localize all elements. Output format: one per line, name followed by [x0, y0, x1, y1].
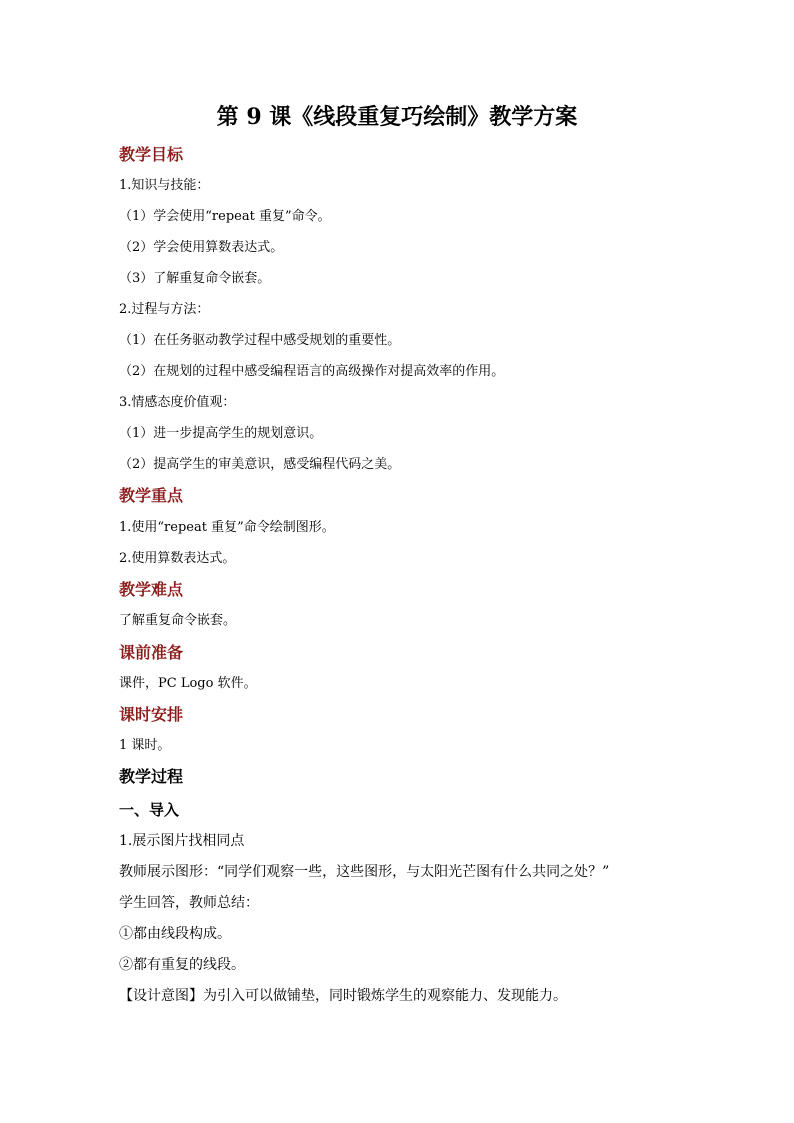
difficulty-1: 了解重复命令嵌套。: [119, 613, 237, 628]
goal-knowledge-3: （3）了解重复命令嵌套。: [119, 271, 271, 286]
prep-1: 课件，PC Logo 软件。: [119, 676, 257, 691]
goal-attitude-1: （1）进一步提高学生的规划意识。: [119, 426, 323, 441]
process-design-intent: 【设计意图】为引入可以做铺垫，同时锻炼学生的观察能力、发现能力。: [119, 988, 567, 1004]
keypoint-1: 1.使用“repeat 重复”命令绘制图形。: [119, 520, 335, 535]
schedule-1: 1 课时。: [119, 738, 171, 753]
keypoint-2: 2.使用算数表达式。: [119, 551, 236, 566]
goal-knowledge-1: （1）学会使用“repeat 重复”命令。: [119, 209, 331, 224]
heading-difficulty: 教学难点: [119, 580, 184, 599]
goal-attitude-2: （2）提高学生的审美意识，感受编程代码之美。: [119, 457, 401, 472]
goal-process-1: （1）在任务驱动教学过程中感受规划的重要性。: [119, 333, 401, 348]
process-student-answer: 学生回答，教师总结：: [119, 895, 259, 911]
process-point-2: ②都有重复的线段。: [119, 957, 245, 973]
heading-keypoints: 教学重点: [119, 486, 184, 505]
goal-knowledge-2: （2）学会使用算数表达式。: [119, 240, 284, 255]
process-point-1: ①都由线段构成。: [119, 926, 231, 942]
heading-schedule: 课时安排: [119, 705, 184, 724]
heading-process: 教学过程: [119, 767, 184, 786]
goal-process: 2.过程与方法：: [119, 302, 210, 317]
goal-attitude: 3.情感态度价值观：: [119, 395, 236, 410]
heading-goals: 教学目标: [119, 145, 184, 164]
heading-prep: 课前准备: [119, 643, 184, 662]
section-intro: 一、导入: [119, 801, 180, 819]
process-teacher-show: 教师展示图形：“同学们观察一些，这些图形，与太阳光芒图有什么共同之处？”: [119, 864, 610, 880]
goal-knowledge: 1.知识与技能：: [119, 178, 210, 193]
page-title: 第 9 课《线段重复巧绘制》教学方案: [216, 104, 578, 130]
goal-process-2: （2）在规划的过程中感受编程语言的高级操作对提高效率的作用。: [119, 364, 505, 379]
process-step-1: 1.展示图片找相同点: [119, 833, 245, 849]
